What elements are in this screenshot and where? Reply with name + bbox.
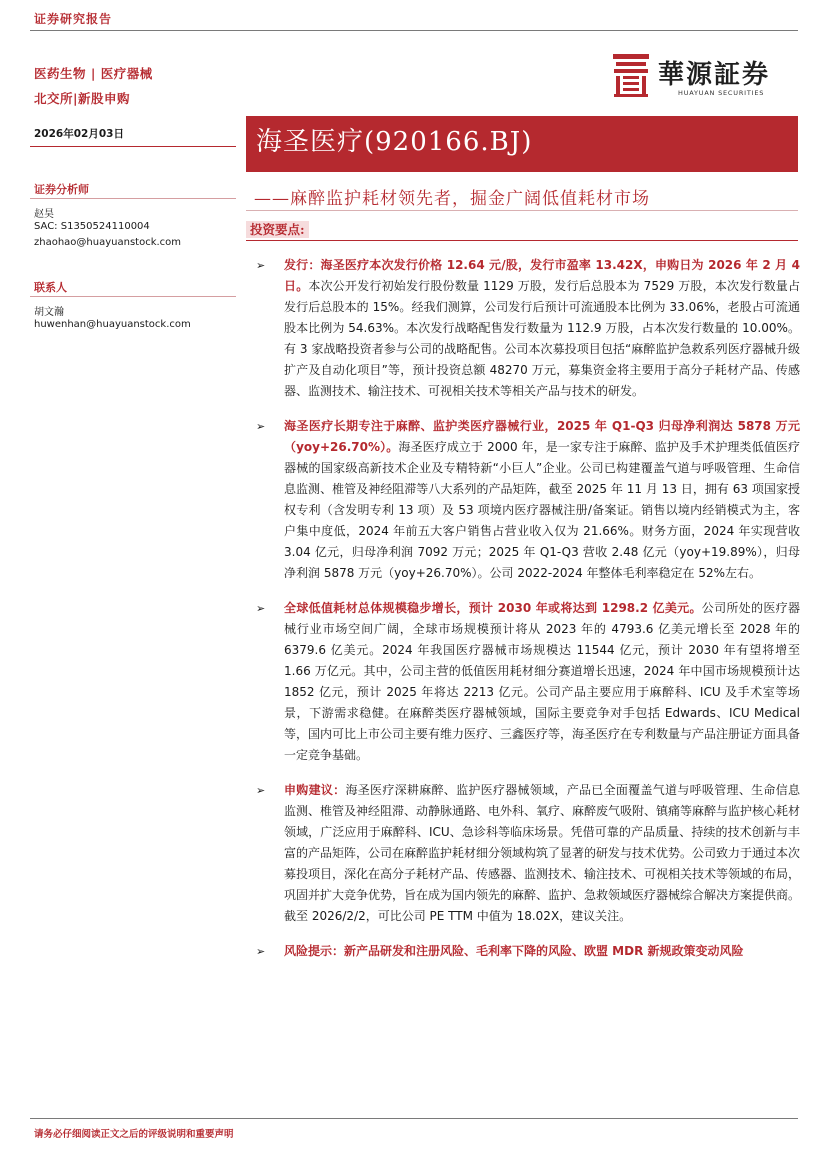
key-points-divider bbox=[246, 240, 798, 241]
bullet-highlight: 申购建议： bbox=[284, 783, 346, 797]
bullet-highlight: 发行：海圣医疗本次发行价格 12.64 元/股，发行市盈率 13.42X，申购日为 2026 年 2 月 4 日。 bbox=[284, 258, 800, 293]
bullet-text: 海圣医疗深耕麻醉、监护医疗器械领域，产品已全面覆盖气道与呼吸管理、生命信息监测、椎管及神经阻滞、动静脉通路、电外科、氧疗、麻醉废气吸附、镇痛等麻醉与监护核心耗材领域，广泛应用于麻醉科、ICU、急诊科等临床场景。凭借可靠的产品质量、持续的技术创新与丰富的产品矩阵，公司在麻醉监护耗材细分领域构筑了显著的研发与技术优势。公司致力于通过本次募投项目，深化在高分子耗材产品、传感器、监测技术、输注技术、可视相关技术等领域的布局，巩固并扩大竞争优势，旨在成为国内领先的麻醉、监护、急救领域医疗器械综合解决方案提供商。截至 2026/2/2，可比公司 PE TTM 中值为 18.02X，建议关注。 bbox=[284, 783, 801, 923]
bullet-highlight: 海圣医疗长期专注于麻醉、监护类医疗器械行业，2025 年 Q1-Q3 归母净利润达 5878 万元（yoy+26.70%）。 bbox=[284, 419, 800, 454]
analyst-name: 赵昊 bbox=[34, 209, 54, 220]
company-logo bbox=[612, 52, 800, 100]
list-item bbox=[256, 780, 800, 927]
analyst-email[interactable]: zhaohao@huayuanstock.com bbox=[34, 237, 182, 248]
date-divider bbox=[30, 146, 236, 147]
logo-mark-icon bbox=[612, 52, 650, 98]
subtitle-divider bbox=[246, 210, 798, 211]
report-type-label: 证券研究报告 bbox=[34, 12, 113, 26]
logo-english-name: HUAYUAN SECURITIES bbox=[678, 89, 765, 97]
list-item bbox=[256, 598, 800, 766]
bullet-highlight: 风险提示：新产品研发和注册风险、毛利率下降的风险、欧盟 MDR 新规政策变动风险 bbox=[284, 944, 744, 958]
contact-heading: 联系人 bbox=[34, 281, 67, 294]
bullet-highlight: 全球低值耗材总体规模稳步增长，预计 2030 年或将达到 1298.2 亿美元。 bbox=[284, 601, 702, 615]
bullet-text: 海圣医疗成立于 2000 年，是一家专注于麻醉、监护及手术护理类低值医疗器械的国家级高新技术企业及专精特新“小巨人”企业。公司已构建覆盖气道与呼吸管理、生命信息监测、椎管及神经阻滞等八大系列的产品矩阵，截至 2025 年 11 月 13 日，拥有 63 项国家授权专利（含发明专利 13 项）及 53 项境内医疗器械注册/备案证。销售以境内经销模式为主，客户集中度低，2024 年前五大客户销售占营业收入仅为 21.66%。财务方面，2024 年实现营收 3.04 亿元，归母净利润 7092 万元；2025 年 Q1-Q3 营收 2.48 亿元（yoy+19.89%），归母净利润 5878 万元（yoy+26.70%）。公司 2022-2024 年整体毛利率稳定在 52%左右。 bbox=[284, 440, 800, 580]
report-subtitle: ——麻醉监护耗材领先者，掘金广阔低值耗材市场 bbox=[254, 189, 650, 209]
bullet-arrow-icon: ➢ bbox=[256, 784, 266, 797]
sector-line-2: 北交所|新股申购 bbox=[34, 91, 131, 106]
logo-chinese-name: 華源証券 bbox=[658, 60, 771, 90]
bullet-arrow-icon: ➢ bbox=[256, 420, 266, 433]
analyst-divider bbox=[30, 198, 236, 199]
analyst-heading: 证券分析师 bbox=[34, 183, 89, 196]
bullet-arrow-icon: ➢ bbox=[256, 945, 266, 958]
key-points-label: 投资要点: bbox=[246, 221, 309, 238]
bullet-text: 本次公开发行初始发行股份数量 1129 万股，发行后总股本为 7529 万股，本次发行数量占发行后总股本的 15%。经我们测算，公司发行后预计可流通股本比例为 33.06%，老股占可流通股本比例为 54.63%。本次发行战略配售发行数量为 112.9 万股，占本次发行数量的 10.00%。有 3 家战略投资者参与公司的战略配售。公司本次募投项目包括“麻醉监护急救系列医疗器械升级扩产及自动化项目”等，预计投资总额 48270 万元，募集资金将主要用于高分子耗材产品、传感器、监测技术、输注技术、可视相关技术等相关产品与技术的研发。 bbox=[284, 279, 800, 398]
contact-divider bbox=[30, 296, 236, 297]
contact-name: 胡文瀚 bbox=[34, 307, 64, 318]
contact-email[interactable]: huwenhan@huayuanstock.com bbox=[34, 319, 191, 330]
report-date: 2026年02月03日 bbox=[34, 128, 124, 140]
key-points-list bbox=[256, 255, 800, 962]
list-item bbox=[256, 941, 800, 962]
footer-divider bbox=[30, 1118, 798, 1119]
list-item bbox=[256, 255, 800, 402]
bullet-arrow-icon: ➢ bbox=[256, 602, 266, 615]
analyst-sac: SAC: S1350524110004 bbox=[34, 221, 150, 232]
footer-disclaimer: 请务必仔细阅读正文之后的评级说明和重要声明 bbox=[34, 1129, 234, 1140]
sector-line-1: 医药生物 | 医疗器械 bbox=[34, 66, 153, 81]
report-title: 海圣医疗(920166.BJ) bbox=[256, 127, 533, 157]
top-divider bbox=[30, 30, 798, 31]
bullet-text: 公司所处的医疗器械行业市场空间广阔，全球市场规模预计将从 2023 年的 4793.6 亿美元增长至 2028 年的 6379.6 亿美元。2024 年我国医疗器械市场规模达 11544 亿元，预计 2030 年有望将增至 1.66 万亿元。其中，公司主营的低值医用耗材细分赛道增长迅速，2024 年中国市场规模预计达 1852 亿元，预计 2025 年将达 2213 亿元。公司产品主要应用于麻醉科、ICU 及手术室等场景，下游需求稳健。在麻醉类医疗器械领域，国际主要竞争对手包括 Edwards、ICU Medical 等，国内可比上市公司主要有维力医疗、三鑫医疗等，海圣医疗在专利数量与产品注册证方面具备一定竞争基础。 bbox=[284, 601, 801, 762]
list-item bbox=[256, 416, 800, 584]
bullet-arrow-icon: ➢ bbox=[256, 259, 266, 272]
